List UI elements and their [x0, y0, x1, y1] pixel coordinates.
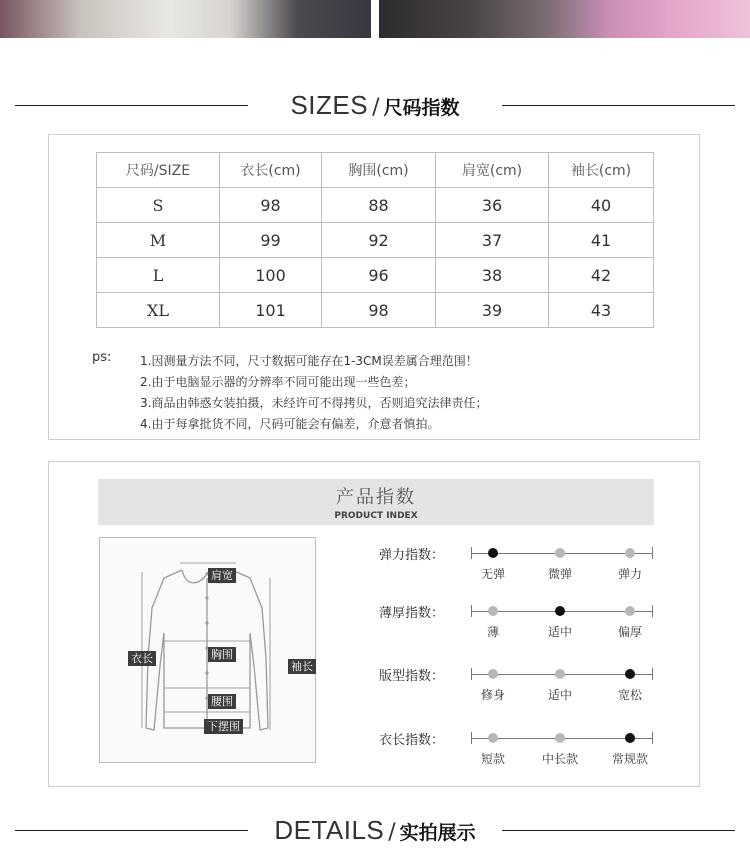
shoulder-cell: 37 [436, 223, 549, 258]
product-index-title-cn: 产品指数 [336, 487, 416, 508]
size-cell: S [97, 188, 220, 223]
length-cell: 98 [220, 188, 322, 223]
fit-index [379, 665, 679, 715]
elasticity-index [379, 544, 679, 594]
size-chart-panel [48, 134, 700, 440]
size-table-header [97, 153, 654, 188]
chest-cell: 92 [322, 223, 436, 258]
length-cell: 100 [220, 258, 322, 293]
index-dot-2 [625, 606, 635, 616]
shoulder-cell: 39 [436, 293, 549, 328]
index-option: 中长款 [541, 752, 578, 766]
index-option: 常规款 [611, 752, 648, 766]
notes-label: ps: [92, 350, 112, 365]
measurement-diagram [99, 537, 316, 763]
tag-hem: 下摆围 [204, 719, 243, 734]
index-dot-2 [625, 669, 635, 679]
index-label: 衣长指数： [379, 733, 445, 748]
index-option: 弹力 [617, 567, 642, 581]
note-item: 3.商品由韩惑女装拍摄，未经许可不得拷贝，否则追究法律责任； [140, 396, 488, 410]
tag-waist: 腰围 [208, 694, 236, 709]
thickness-index [379, 602, 679, 652]
sleeve-cell: 43 [549, 293, 654, 328]
size-cell: M [97, 223, 220, 258]
notes-list [140, 351, 487, 435]
note-item: 4.由于每拿批货不同，尺码可能会有偏差，介意者慎拍。 [140, 417, 440, 431]
index-dot-1 [555, 733, 565, 743]
chest-cell: 98 [322, 293, 436, 328]
product-photo-right [379, 0, 750, 38]
note-item: 1.因测量方法不同，尺寸数据可能存在1-3CM误差属合理范围！ [140, 354, 478, 368]
table-row [97, 188, 654, 223]
index-option: 无弹 [480, 567, 505, 581]
sizes-heading-cn: 尺码指数 [383, 97, 460, 119]
index-dot-1 [555, 548, 565, 558]
tag-sleeve: 袖长 [288, 659, 316, 674]
index-label: 版型指数： [379, 669, 445, 684]
length-cell: 99 [220, 223, 322, 258]
header-size: 尺码/SIZE [97, 153, 220, 188]
index-option: 偏厚 [617, 625, 642, 639]
header-chest: 胸围(cm) [322, 153, 436, 188]
details-heading-separator: / [388, 820, 396, 845]
sizes-heading-separator: / [372, 95, 380, 120]
index-dot-0 [488, 548, 498, 558]
product-index-panel [48, 461, 700, 787]
size-cell: XL [97, 293, 220, 328]
table-row [97, 258, 654, 293]
index-option: 宽松 [617, 688, 642, 702]
size-table [96, 152, 654, 328]
table-row [97, 293, 654, 328]
tag-length: 衣长 [128, 651, 156, 666]
sleeve-cell: 40 [549, 188, 654, 223]
size-cell: L [97, 258, 220, 293]
length-index [379, 729, 679, 779]
shoulder-cell: 38 [436, 258, 549, 293]
index-dot-2 [625, 733, 635, 743]
index-dot-1 [555, 606, 565, 616]
tag-shoulder: 肩宽 [208, 568, 236, 583]
chest-cell: 88 [322, 188, 436, 223]
shoulder-cell: 36 [436, 188, 549, 223]
tag-chest: 胸围 [208, 647, 236, 662]
index-label: 薄厚指数： [379, 606, 445, 621]
table-row [97, 223, 654, 258]
header-length: 衣长(cm) [220, 153, 322, 188]
details-heading-cn: 实拍展示 [399, 822, 476, 844]
sleeve-cell: 41 [549, 223, 654, 258]
header-sleeve: 袖长(cm) [549, 153, 654, 188]
details-heading-en: DETAILS [274, 815, 385, 845]
product-index-title-en: PRODUCT INDEX [334, 511, 418, 521]
index-option: 适中 [547, 625, 572, 639]
details-heading [0, 815, 750, 845]
index-dot-0 [488, 606, 498, 616]
index-dot-0 [488, 733, 498, 743]
index-label: 弹力指数： [379, 548, 445, 563]
top-photo-strip [0, 0, 750, 38]
sizes-heading-en: SIZES [290, 90, 369, 120]
index-dot-2 [625, 548, 635, 558]
length-cell: 101 [220, 293, 322, 328]
index-option: 短款 [480, 752, 505, 766]
chest-cell: 96 [322, 258, 436, 293]
index-option: 修身 [480, 688, 505, 702]
index-dot-1 [555, 669, 565, 679]
product-index-banner [98, 479, 654, 525]
header-shoulder: 肩宽(cm) [436, 153, 549, 188]
product-photo-left [0, 0, 371, 38]
sleeve-cell: 42 [549, 258, 654, 293]
index-option: 薄 [486, 625, 499, 639]
index-option: 微弹 [547, 567, 572, 581]
sizes-heading [0, 90, 750, 120]
note-item: 2.由于电脑显示器的分辨率不同可能出现一些色差； [140, 375, 416, 389]
index-option: 适中 [547, 688, 572, 702]
index-dot-0 [488, 669, 498, 679]
